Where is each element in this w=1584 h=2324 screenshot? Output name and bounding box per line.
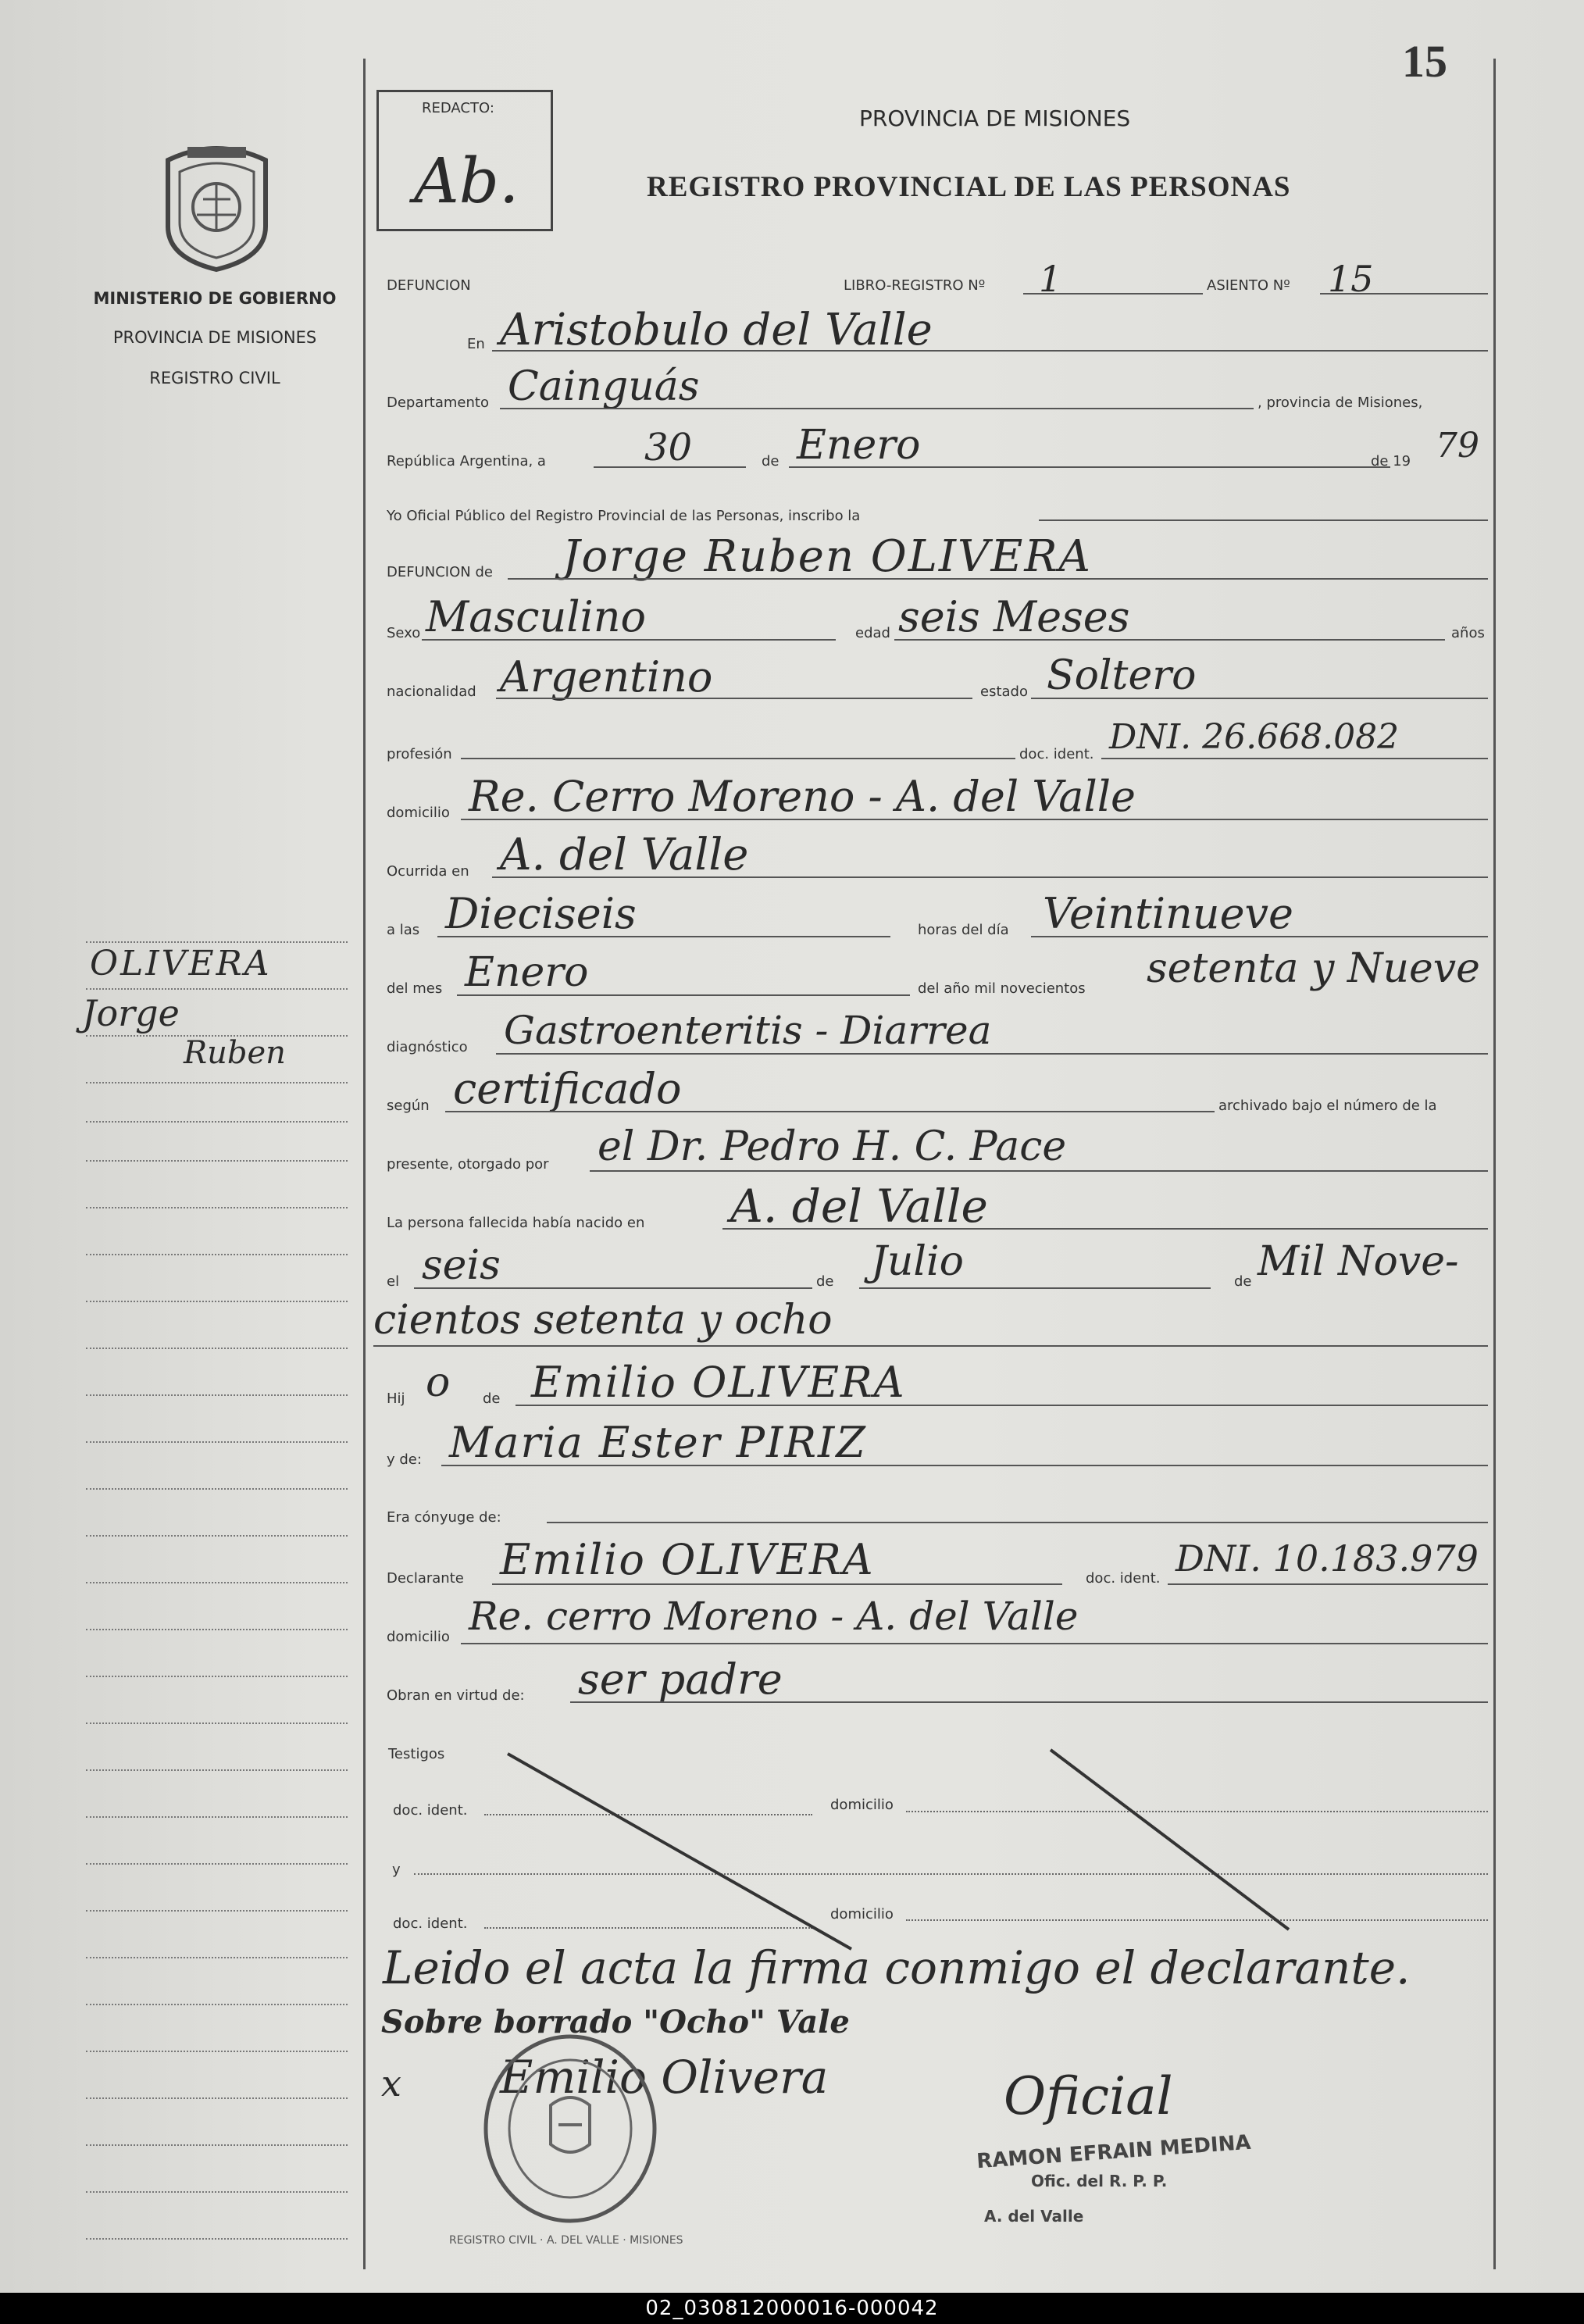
delano-label: del año mil novecientos [918,980,1086,997]
provincia-label: , provincia de Misiones, [1258,394,1423,411]
decl-doc-label: doc. ident. [1086,1570,1161,1587]
page-number: 15 [1402,36,1447,87]
obran-label: Obran en virtud de: [387,1687,525,1704]
margin-surname: OLIVERA [90,944,272,984]
decl-domicilio-label: domicilio [387,1629,450,1645]
libro-value: 1 [1039,258,1062,300]
testigo2-dom-label: domicilio [830,1906,894,1922]
decl-doc-value: DNI. 10.183.979 [1176,1537,1479,1580]
sobreborrado-text: Sobre borrado "Ocho" Vale [381,2004,850,2040]
stamp-place: A. del Valle [984,2207,1084,2226]
de-label: de [762,453,780,469]
declarante-label: Declarante [387,1570,464,1587]
y-label: y [392,1862,401,1878]
conyuge-label: Era cónyuge de: [387,1509,501,1526]
stamp-name: RAMON EFRAIN MEDINA [976,2130,1252,2174]
defuncion-de-label: DEFUNCION de [387,564,493,580]
madre-value: Maria Ester PIRIZ [449,1418,867,1467]
delmes-label: del mes [387,980,443,997]
ydel-label: y de: [387,1451,422,1468]
dia-muerte-value: Veintinueve [1043,889,1293,938]
declarante-signature: Emilio Olivera [500,2051,829,2104]
anio-value: 79 [1436,426,1479,466]
registry-title: REGISTRO CIVIL [149,369,280,387]
margin-given-2: Ruben [184,1035,286,1071]
hora-value: Dieciseis [445,889,637,938]
official-signature: Oficial [1004,2066,1173,2126]
testigo1-dom-label: domicilio [830,1797,894,1813]
defuncion-label: DEFUNCION [387,277,471,294]
decl-domicilio-value: Re. cerro Moreno - A. del Valle [469,1594,1079,1639]
departamento-label: Departamento [387,394,489,411]
diagnostico-label: diagnóstico [387,1039,468,1055]
asiento-value: 15 [1328,258,1374,300]
stamp-role: Ofic. del R. P. P. [1031,2172,1168,2190]
ministry-title: MINISTERIO DE GOBIERNO [93,289,337,308]
mes-muerte-value: Enero [465,949,589,996]
domicilio-value: Re. Cerro Moreno - A. del Valle [469,772,1136,821]
estado-label: estado [980,684,1028,700]
de-label-3: de [1234,1273,1252,1290]
doc-label: doc. ident. [1019,746,1094,762]
redacto-label: REDACTO: [422,100,494,116]
nacionalidad-value: Argentino [500,652,713,701]
testigos-label: Testigos [388,1746,445,1762]
edad-value: seis Meses [898,592,1130,641]
testigo2-doc-label: doc. ident. [393,1915,468,1932]
hij-label: Hij [387,1390,405,1407]
doc-value: DNI. 26.668.082 [1109,717,1400,757]
province-title: PROVINCIA DE MISIONES [112,328,317,347]
nac-anio-1-value: Mil Nove- [1258,1238,1459,1285]
horas-dia-label: horas del día [918,922,1009,938]
declarante-value: Emilio OLIVERA [500,1535,875,1584]
closing-text: Leido el acta la firma conmigo el declarante. [383,1941,1411,1994]
margin-given-1: Jorge [82,992,180,1034]
seal-text: REGISTRO CIVIL · A. DEL VALLE · MISIONES [449,2234,683,2247]
image-id-footer: 02_030812000016-000042 [0,2293,1584,2324]
otorgado-value: el Dr. Pedro H. C. Pace [598,1123,1067,1170]
mes-value: Enero [797,422,921,469]
profesion-label: profesión [387,746,452,762]
departamento-value: Cainguás [508,363,700,410]
anio-muerte-value: setenta y Nueve [1147,945,1480,992]
x-mark: x [381,2062,401,2104]
nacido-label: La persona fallecida había nacido en [387,1215,645,1231]
padre-value: Emilio OLIVERA [531,1358,906,1407]
ocurrida-label: Ocurrida en [387,863,469,880]
edad-label: edad [855,625,890,641]
difunto-value: Jorge Ruben OLIVERA [562,531,1092,582]
segun-value: certificado [453,1064,682,1113]
hij-de-label: de [483,1390,501,1407]
lugar-value: Aristobulo del Valle [500,305,933,355]
nac-anio-2-value: cientos setenta y ocho [373,1297,833,1344]
nacionalidad-label: nacionalidad [387,684,476,700]
de-label-2: de [816,1273,834,1290]
hij-value: o [426,1359,451,1406]
domicilio-label: domicilio [387,805,450,821]
sexo-value: Masculino [426,592,647,641]
testigo1-doc-label: doc. ident. [393,1802,468,1819]
alas-label: a las [387,922,420,938]
asiento-label: ASIENTO Nº [1207,277,1290,294]
archivado-label: archivado bajo el número de la [1218,1098,1437,1114]
segun-label: según [387,1098,430,1114]
header-registry: REGISTRO PROVINCIAL DE LAS PERSONAS [647,171,1291,203]
header-province: PROVINCIA DE MISIONES [859,105,1131,131]
redacto-signature: Ab. [414,145,519,217]
nac-dia-value: seis [422,1242,501,1289]
en-label: En [467,336,485,352]
ocurrida-value: A. del Valle [500,830,749,880]
official-seal [473,2031,668,2226]
nacido-en-value: A. del Valle [730,1180,988,1233]
diagnostico-value: Gastroenteritis - Diarrea [504,1008,992,1053]
republica-label: República Argentina, a [387,453,546,469]
presente-label: presente, otorgado por [387,1156,549,1173]
el-label: el [387,1273,400,1290]
dia-value: 30 [644,426,693,469]
oficial-label: Yo Oficial Público del Registro Provincial de las Personas, inscribo la [387,508,861,524]
sexo-label: Sexo [387,625,421,641]
obran-value: ser padre [578,1655,783,1704]
estado-value: Soltero [1047,652,1197,699]
anos-label: años [1451,625,1485,641]
de19-label: de 19 [1371,453,1411,469]
nac-mes-value: Julio [871,1238,964,1285]
libro-label: LIBRO-REGISTRO Nº [844,277,986,294]
